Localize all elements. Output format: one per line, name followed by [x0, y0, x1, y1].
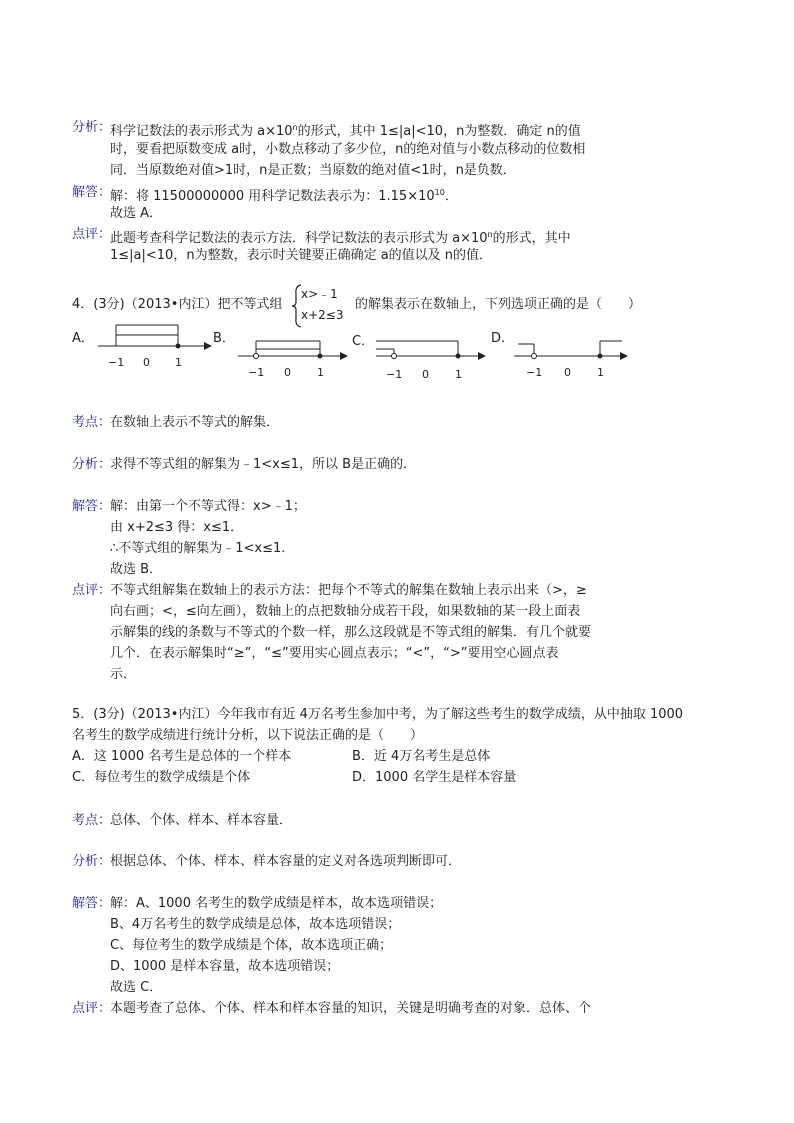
analysis-label: 分析：	[72, 120, 112, 135]
tick-label: 1	[317, 366, 324, 379]
q4-comment-line: 向右画；<，≤向左画），数轴上的点把数轴分成若干段，如果数轴的某一段上面表	[110, 604, 581, 619]
q4-option-b-label: B．	[213, 331, 235, 346]
hollow-dot	[254, 354, 259, 359]
comment-label: 点评：	[72, 1001, 112, 1016]
tick-label: 1	[455, 368, 462, 381]
analysis-label: 分析：	[72, 854, 112, 869]
tick-label: 0	[284, 366, 291, 379]
tick-label: −1	[526, 366, 543, 379]
arrow-right-icon	[478, 352, 486, 360]
tick-label: 0	[143, 356, 150, 369]
comment-label: 点评：	[72, 583, 112, 598]
tick-label: −1	[386, 368, 403, 381]
q3-analysis-line2: 时，要看把原数变成 a时，小数点移动了多少位，n的绝对值与小数点移动的位数相	[110, 142, 586, 157]
tick-label: 0	[564, 366, 571, 379]
q5-stem-line1: 5．(3分)（2013•内江）今年我市有近 4万名考生参加中考，为了解这些考生的数学成绩，从中抽取 1000	[72, 707, 684, 722]
solid-dot	[598, 354, 603, 359]
q4-comment-line: 示解集的线的条数与不等式的个数一样，那么这段就是不等式组的解集．有几个就要	[110, 625, 592, 640]
tick-label: 0	[422, 368, 429, 381]
tick-label: 1	[175, 356, 182, 369]
q4-comment-line: 几个．在表示解集时“≥”，“≤”要用实心圆点表示；“<”，“>”要用空心圆点表	[110, 646, 559, 661]
q5-answer-line: 解：A、1000 名考生的数学成绩是样本，故本选项错误；	[110, 896, 443, 911]
system-row-2: x+2≤3	[301, 308, 344, 322]
arrow-right-icon	[204, 342, 212, 350]
number-line-d	[512, 330, 632, 382]
q5-answer-line: D、1000 是样本容量，故本选项错误；	[110, 959, 340, 974]
arrow-right-icon	[340, 352, 348, 360]
answer-label: 解答：	[72, 185, 112, 200]
tick-label: −1	[248, 366, 265, 379]
q3-analysis-line3: 同．当原数绝对值>1时，n是正数；当原数的绝对值<1时，n是负数．	[110, 163, 516, 178]
q3-comment-line1: 此题考查科学记数法的表示方法．科学记数法的表示形式为 $a\times 10^n$的形式，其中	[110, 230, 571, 246]
tick-label: 1	[597, 366, 604, 379]
q4-answer-line: ∴不等式组的解集为﹣1<x≤1．	[110, 541, 295, 556]
q5-answer-line: 故选 C．	[110, 980, 163, 995]
number-line-a	[96, 320, 214, 372]
q4-answer-line: 故选 B．	[110, 562, 163, 577]
q4-analysis: 求得不等式组的解集为﹣1<x≤1，所以 B是正确的．	[110, 457, 417, 472]
tick-label: −1	[108, 356, 125, 369]
number-line-c	[374, 330, 488, 382]
q4-option-a-label: A．	[72, 331, 94, 346]
q5-answer-line: B、4万名考生的数学成绩是总体，故本选项错误；	[110, 917, 401, 932]
q5-knowledge-point: 总体、个体、样本、样本容量．	[110, 813, 293, 828]
comment-label: 点评：	[72, 227, 112, 242]
q4-answer-line: 解：由第一个不等式得：x>﹣1；	[110, 499, 306, 514]
inequality-system	[291, 284, 361, 328]
solid-dot	[456, 354, 461, 359]
q4-comment-line: 示．	[110, 667, 137, 682]
hollow-dot	[392, 354, 397, 359]
q5-stem-line2: 名考生的数学成绩进行统计分析，以下说法正确的是（ ）	[72, 728, 424, 743]
q3-answer-line2: 故选 A．	[110, 206, 163, 221]
q4-stem-end: 的解集表示在数轴上，下列选项正确的是（ ）	[355, 297, 642, 312]
q5-comment-line: 本题考查了总体、个体、样本和样本容量的知识，关键是明确考查的对象．总体、个	[110, 1001, 592, 1016]
answer-label: 解答：	[72, 896, 112, 911]
solid-dot	[176, 344, 181, 349]
q4-option-d-label: D．	[491, 331, 515, 346]
q5-option-d: D．1000 名学生是样本容量	[352, 770, 517, 785]
solid-dot	[318, 354, 323, 359]
system-row-1: x>﹣1	[301, 287, 338, 301]
q3-analysis-line1: 科学记数法的表示形式为 $a\times 10^n$的形式，其中 1≤|a|<10，n为整数．确定 n的值	[110, 123, 581, 139]
q3-answer-line1: 解：将 11500000000 用科学记数法表示为：$1.15\times 10^{10}$．	[110, 188, 458, 204]
knowledge-point-label: 考点：	[72, 813, 112, 828]
analysis-label: 分析：	[72, 457, 112, 472]
q4-stem-start: 4．(3分)（2013•内江）把不等式组	[72, 297, 283, 312]
answer-label: 解答：	[72, 499, 112, 514]
q4-option-c-label: C．	[352, 334, 375, 349]
q3-comment-line2: 1≤|a|<10，n为整数，表示时关键要正确确定 a的值以及 n的值．	[110, 248, 493, 263]
q5-option-b: B．近 4万名考生是总体	[352, 749, 491, 764]
q4-answer-line: 由 x+2≤3 得：x≤1．	[110, 520, 244, 535]
number-line-b	[236, 330, 350, 382]
q5-analysis: 根据总体、个体、样本、样本容量的定义对各选项判断即可．	[110, 854, 462, 869]
hollow-dot	[532, 354, 537, 359]
q5-option-c: C．每位考生的数学成绩是个体	[72, 770, 251, 785]
q4-comment-line: 不等式组解集在数轴上的表示方法：把每个不等式的解集在数轴上表示出来（>，≥	[110, 583, 587, 598]
q4-knowledge-point: 在数轴上表示不等式的解集．	[110, 415, 280, 430]
q5-option-a: A．这 1000 名考生是总体的一个样本	[72, 749, 292, 764]
arrow-right-icon	[620, 352, 628, 360]
knowledge-point-label: 考点：	[72, 415, 112, 430]
q5-answer-line: C、每位考生的数学成绩是个体，故本选项正确；	[110, 938, 393, 953]
